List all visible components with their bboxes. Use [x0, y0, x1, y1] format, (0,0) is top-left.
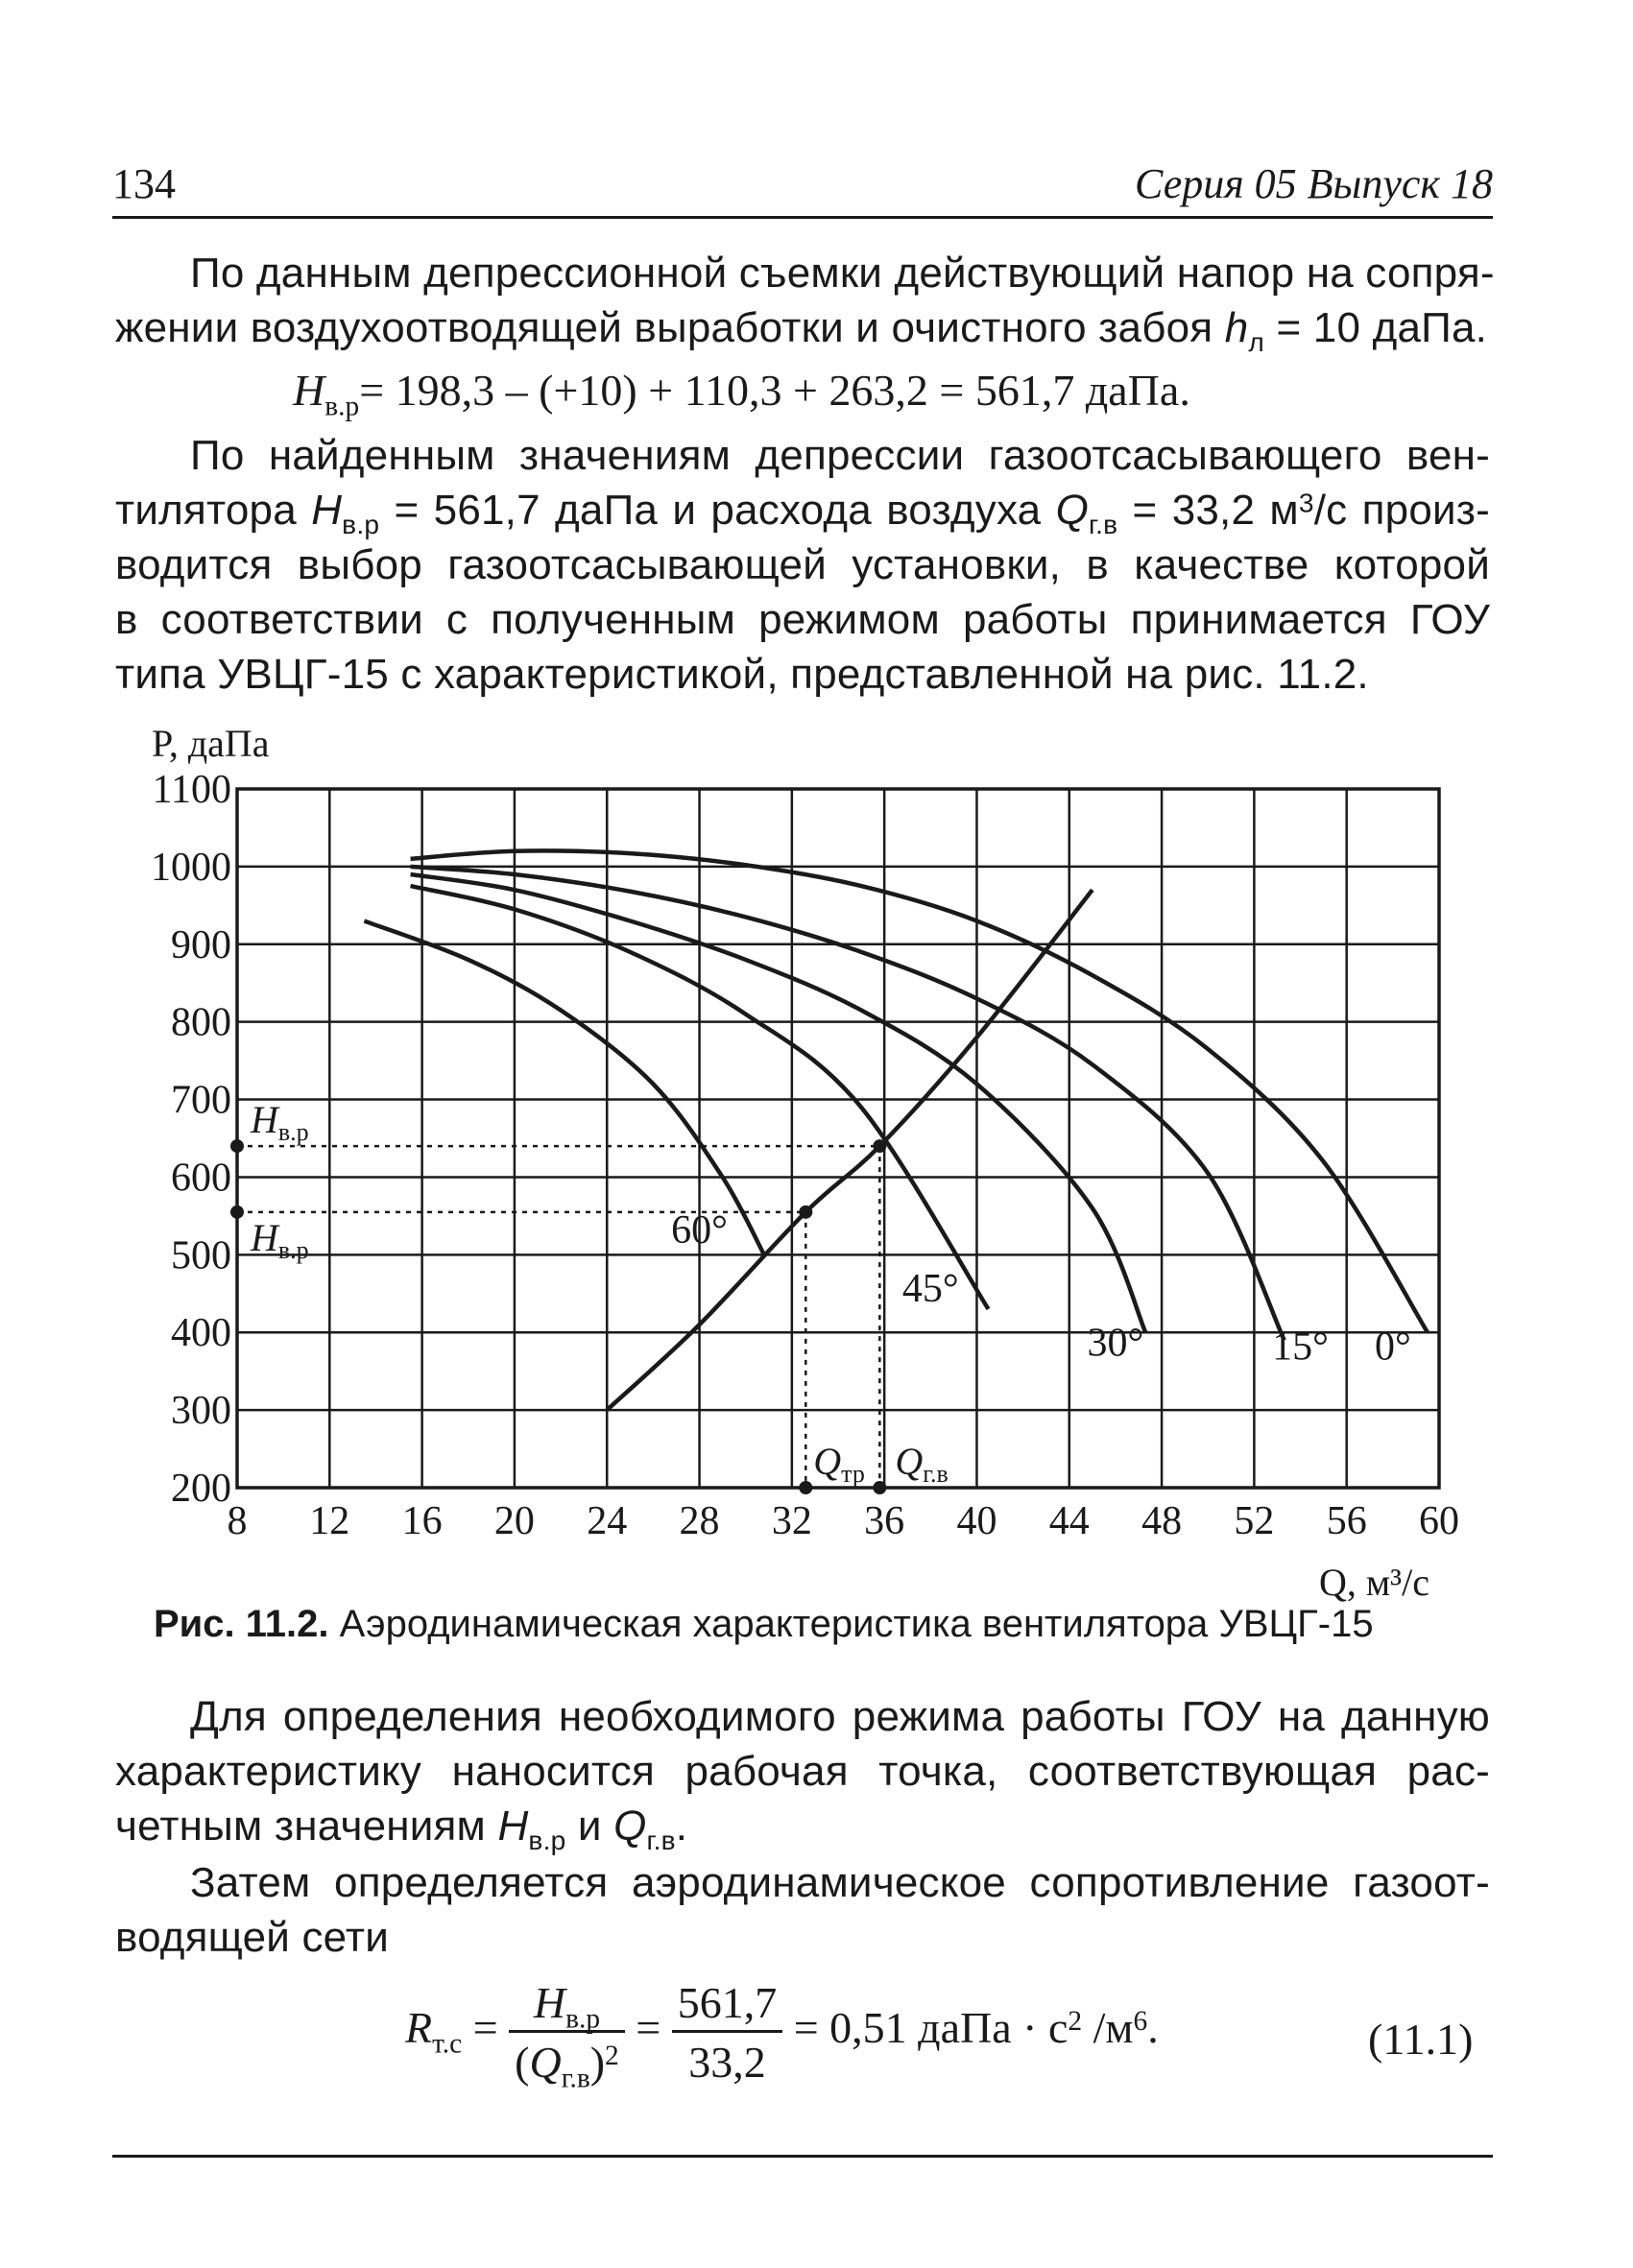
label-h-top: $H_{в.р}$: [251, 1098, 309, 1147]
fan-curve-15deg: [411, 867, 1285, 1340]
paragraph-4: [115, 1855, 1490, 1965]
para2-line1: По найденным значениям депрессии газоотсасывающего вен-: [190, 432, 1490, 479]
x-tick-label: 48: [1141, 1499, 1183, 1543]
figure-caption: Рис. 11.2. Аэродинамическая характеристика вентилятора УВЦГ-15: [154, 1603, 1374, 1645]
label-q-gv: $Q_{г.в}$: [895, 1440, 949, 1488]
x-tick-label: 44: [1048, 1499, 1090, 1543]
curve-label: 0°: [1374, 1325, 1411, 1370]
para2-line5: типа УВЦГ-15 с характеристикой, представленной на рис. 11.2.: [115, 651, 1369, 698]
equation-hvr: $H_{в.р}= 198,3 - (+10) + 110,3 + 263,2 = 561,7$ даПа.: [293, 366, 1190, 422]
series-title: Серия 05 Выпуск 18: [1135, 160, 1493, 207]
footer-rule: [112, 2155, 1493, 2158]
fraction-symbolic: $\frac{H_{в.р}}{(Q_{г.в})^2}$: [509, 1977, 625, 2088]
para1-line2: жении воздухоотводящей выработки и очистного забоя $h_л = 10$ даПа.: [115, 304, 1488, 357]
page-number: 134: [112, 160, 176, 207]
x-tick-label: 52: [1234, 1499, 1275, 1543]
x-tick-label: 28: [679, 1499, 720, 1543]
axis-marker-h-bottom: [230, 1206, 244, 1219]
x-tick-label: 36: [864, 1499, 905, 1543]
label-h-bottom: $H_{в.р}$: [251, 1215, 309, 1264]
x-tick-label: 40: [956, 1499, 997, 1543]
y-tick-label: 700: [171, 1078, 231, 1123]
y-tick-label: 1100: [152, 768, 231, 812]
paragraph-3: [115, 1689, 1490, 1853]
operating-point: [873, 1139, 886, 1153]
y-tick-label: 300: [171, 1389, 231, 1434]
y-tick-label: 600: [171, 1156, 231, 1201]
axis-marker-q-gv: [873, 1481, 886, 1494]
y-tick-label: 200: [171, 1467, 231, 1511]
operating-point: [799, 1206, 812, 1219]
plot-frame: [237, 789, 1439, 1488]
curve-label: 30°: [1087, 1321, 1144, 1366]
equation-resistance: $R_{т.с}$ = $\frac{H_{в.р}}{(Q_{г.в})^2}$ = $\frac{561,7}{33,2}$ = 0,51 даПа · $с^2$ $/м^6$.: [405, 1978, 1159, 2094]
para1-line1: По данным депрессионной съемки действующий напор на сопря-: [190, 250, 1495, 297]
fraction-numeric: $\frac{561,7}{33,2}$: [672, 1977, 783, 2088]
y-tick-label: 500: [171, 1233, 231, 1278]
para3-line1: Для определения необходимого режима работы ГОУ на данную: [190, 1693, 1490, 1740]
para4-line1: Затем определяется аэродинамическое сопротивление газоот-: [190, 1859, 1490, 1906]
axis-marker-q-tr: [799, 1481, 812, 1494]
para2-line2: тилятора $H_{в.р} = 561,7$ даПа и расхода воздуха $Q_{г.в} = 33,2$ $м^3/с$ произ-: [115, 487, 1491, 539]
label-q-tr: $Q_{тр}$: [813, 1440, 865, 1488]
x-tick-label: 12: [309, 1499, 350, 1543]
x-tick-label: 56: [1326, 1499, 1367, 1543]
curve-label: 45°: [901, 1266, 959, 1311]
equation-number: (11.1): [1368, 2015, 1474, 2064]
x-tick-label: 8: [227, 1499, 248, 1543]
para2-line4: в соответствии с полученным режимом работы принимается ГОУ: [115, 596, 1490, 643]
para3-line3: четным значениям $H_{в.р}$ и $Q_{г.в}$.: [115, 1802, 688, 1855]
fan-curve-60deg: [364, 921, 764, 1255]
y-axis-label: P, даПа: [152, 722, 270, 765]
y-tick-label: 400: [171, 1311, 231, 1356]
para2-line3: водится выбор газоотсасывающей установки, в качестве которой: [115, 541, 1490, 588]
x-tick-label: 60: [1419, 1499, 1459, 1543]
y-tick-label: 1000: [151, 845, 231, 890]
curve-label: 60°: [671, 1208, 728, 1253]
para4-line2: водящей сети: [115, 1914, 390, 1961]
y-tick-label: 900: [171, 922, 231, 967]
y-tick-label: 800: [171, 1000, 231, 1045]
x-axis-label: Q, м³/с: [1318, 1561, 1429, 1604]
axis-marker-h-top: [230, 1139, 244, 1153]
x-tick-label: 32: [771, 1499, 812, 1543]
x-tick-label: 24: [587, 1499, 628, 1543]
curve-label: 15°: [1272, 1325, 1329, 1370]
para3-line2: характеристику наносится рабочая точка, соответствующая рас-: [115, 1748, 1490, 1795]
x-tick-label: 20: [493, 1499, 535, 1543]
x-tick-label: 16: [401, 1499, 443, 1543]
